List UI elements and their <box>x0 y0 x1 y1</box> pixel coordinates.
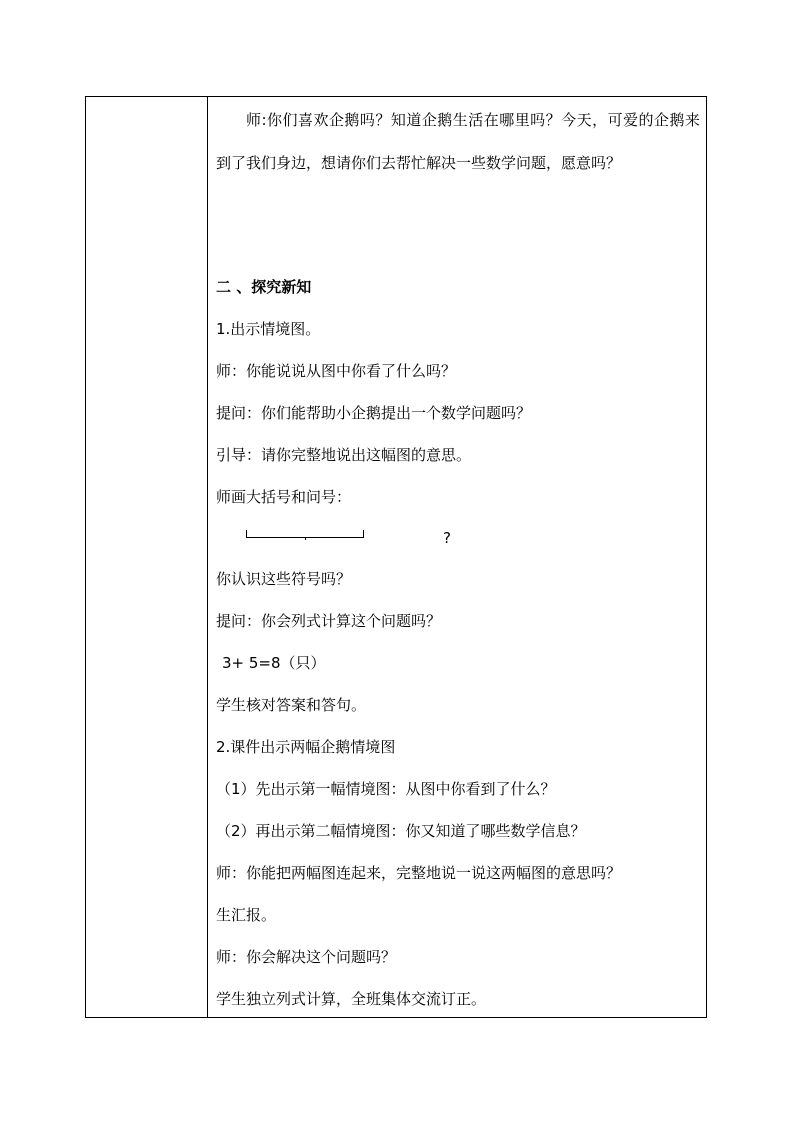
brace-tick-middle <box>305 537 306 540</box>
lesson-table <box>85 96 707 1018</box>
section-title: 二 、探究新知 <box>216 278 312 296</box>
intro-paragraph: 师:你们喜欢企鹅吗？知道企鹅生活在哪里吗？今天，可爱的企鹅来到了我们身边，想请你们去帮忙解决一些数学问题，愿意吗？ <box>216 111 700 172</box>
text-line: 1.出示情境图。 <box>216 320 321 338</box>
text-line: 师：你能把两幅图连起来，完整地说一说这两幅图的意思吗？ <box>216 864 622 882</box>
brace-tick-right <box>363 530 364 537</box>
question-mark: ? <box>443 529 451 547</box>
text-line: 师：你能说说从图中你看了什么吗？ <box>216 362 457 380</box>
column-divider <box>207 97 208 1017</box>
content-cell <box>216 97 700 1017</box>
text-line: 生汇报。 <box>216 906 277 924</box>
text-line: 师：你会解决这个问题吗？ <box>216 948 397 966</box>
text-line: 你认识这些符号吗？ <box>216 570 352 588</box>
left-cell <box>86 97 207 1017</box>
equation: 3+ 5=8（只） <box>222 654 326 672</box>
text-line: （2）再出示第二幅情境图：你又知道了哪些数学信息？ <box>216 822 586 840</box>
text-line: 提问：你会列式计算这个问题吗？ <box>216 612 442 630</box>
text-line: 学生独立列式计算，全班集体交流订正。 <box>216 990 487 1008</box>
text-line: 师画大括号和问号： <box>216 488 352 506</box>
brace-tick-left <box>246 530 247 537</box>
text-line: 提问：你们能帮助小企鹅提出一个数学问题吗？ <box>216 404 532 422</box>
text-line: 引导：请你完整地说出这幅图的意思。 <box>216 446 472 464</box>
text-line: （1）先出示第一幅情境图：从图中你看到了什么？ <box>216 780 556 798</box>
text-line: 学生核对答案和答句。 <box>216 696 367 714</box>
text-line: 2.课件出示两幅企鹅情境图 <box>216 738 396 756</box>
